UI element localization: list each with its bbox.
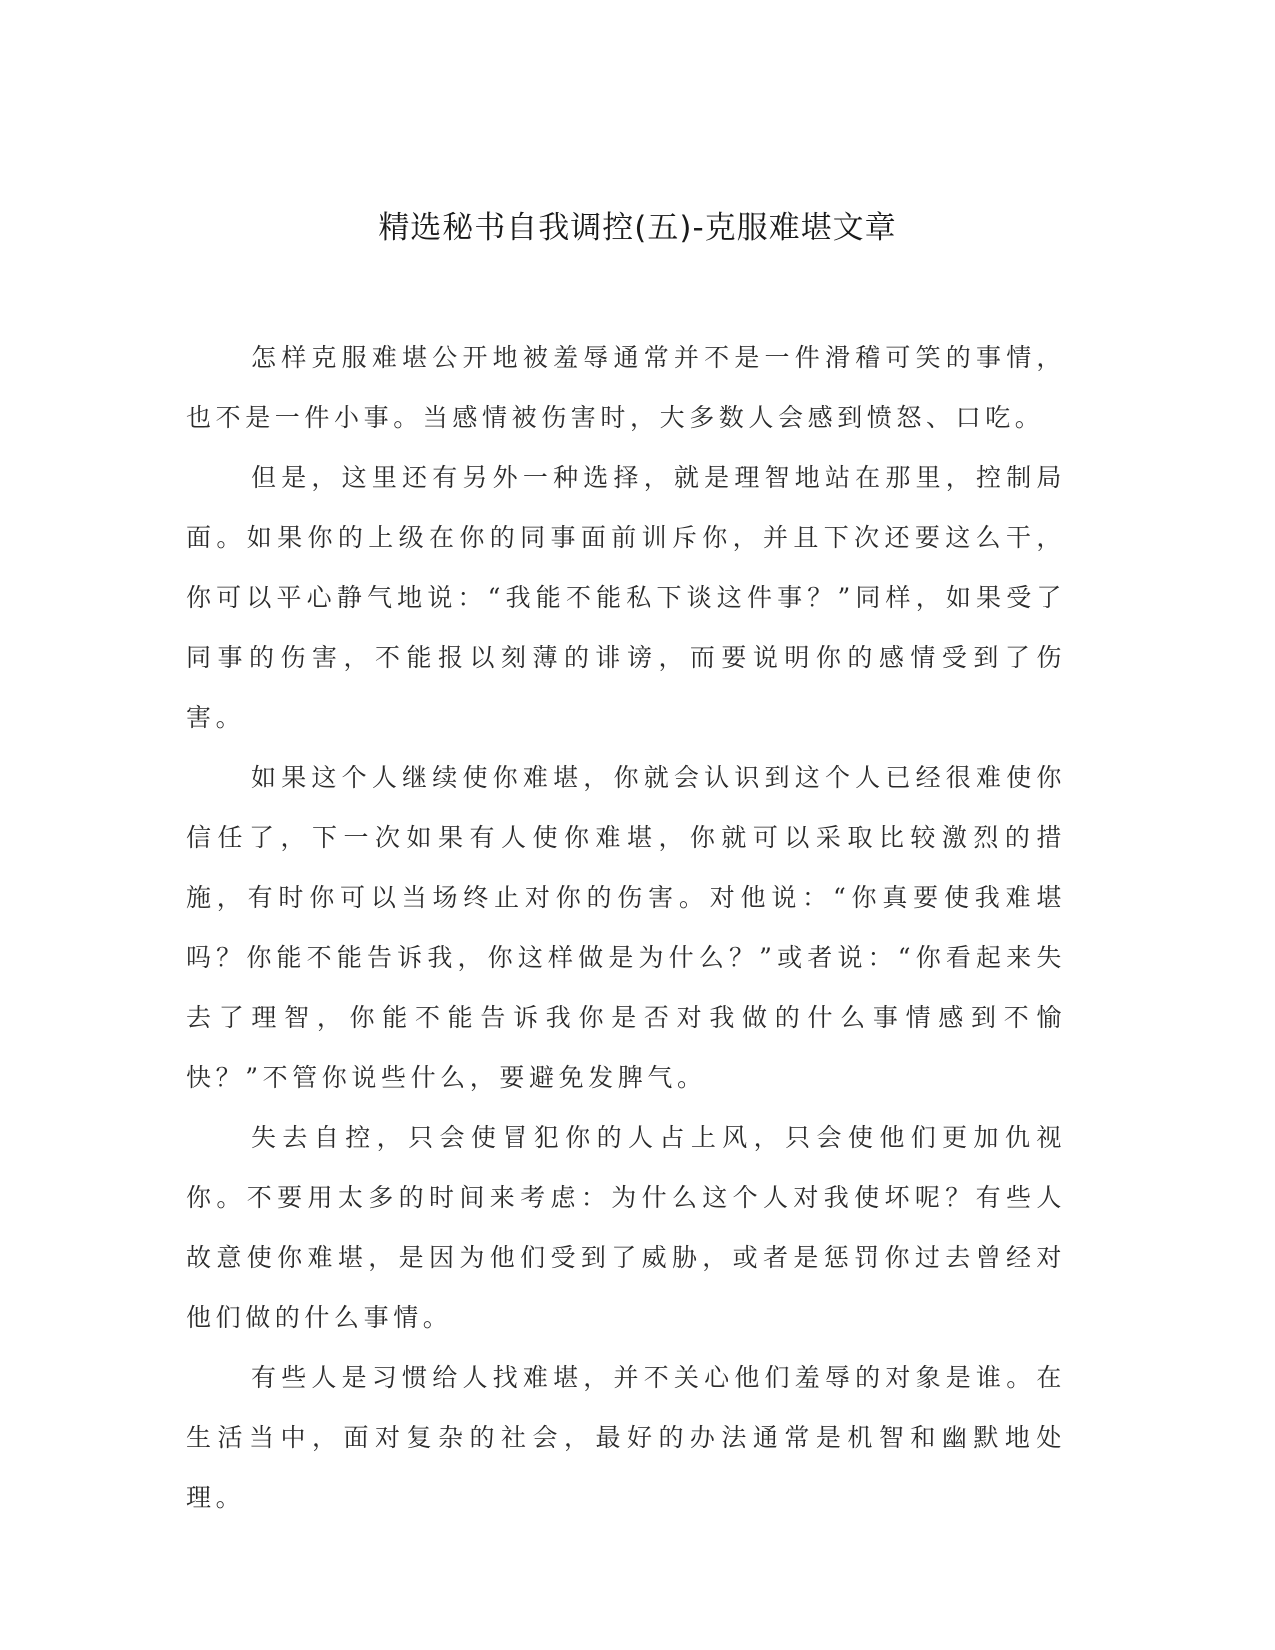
- paragraph: 如果这个人继续使你难堪，你就会认识到这个人已经很难使你信任了，下一次如果有人使你难堪，你就可以采取比较激烈的措施，有时你可以当场终止对你的伤害。对他说：“你真要使我难堪吗？你能不能告诉我，你这样做是为什么？”或者说：“你看起来失去了理智，你能不能告诉我你是否对我做的什么事情感到不愉快？”不管你说些什么，要避免发脾气。: [186, 763, 1066, 1092]
- document-title: 精选秘书自我调控(五)-克服难堪文章: [378, 210, 897, 246]
- document-body: [186, 328, 1066, 1528]
- paragraph: 有些人是习惯给人找难堪，并不关心他们羞辱的对象是谁。在生活当中，面对复杂的社会，最好的办法通常是机智和幽默地处理。: [186, 1363, 1066, 1512]
- paragraph: 怎样克服难堪公开地被羞辱通常并不是一件滑稽可笑的事情，也不是一件小事。当感情被伤害时，大多数人会感到愤怒、口吃。: [186, 343, 1066, 432]
- paragraph: 失去自控，只会使冒犯你的人占上风，只会使他们更加仇视你。不要用太多的时间来考虑：为什么这个人对我使坏呢？有些人故意使你难堪，是因为他们受到了威胁，或者是惩罚你过去曾经对他们做的什么事情。: [186, 1123, 1066, 1332]
- paragraph: 但是，这里还有另外一种选择，就是理智地站在那里，控制局面。如果你的上级在你的同事面前训斥你，并且下次还要这么干，你可以平心静气地说：“我能不能私下谈这件事？”同样，如果受了同事的伤害，不能报以刻薄的诽谤，而要说明你的感情受到了伤害。: [186, 463, 1066, 732]
